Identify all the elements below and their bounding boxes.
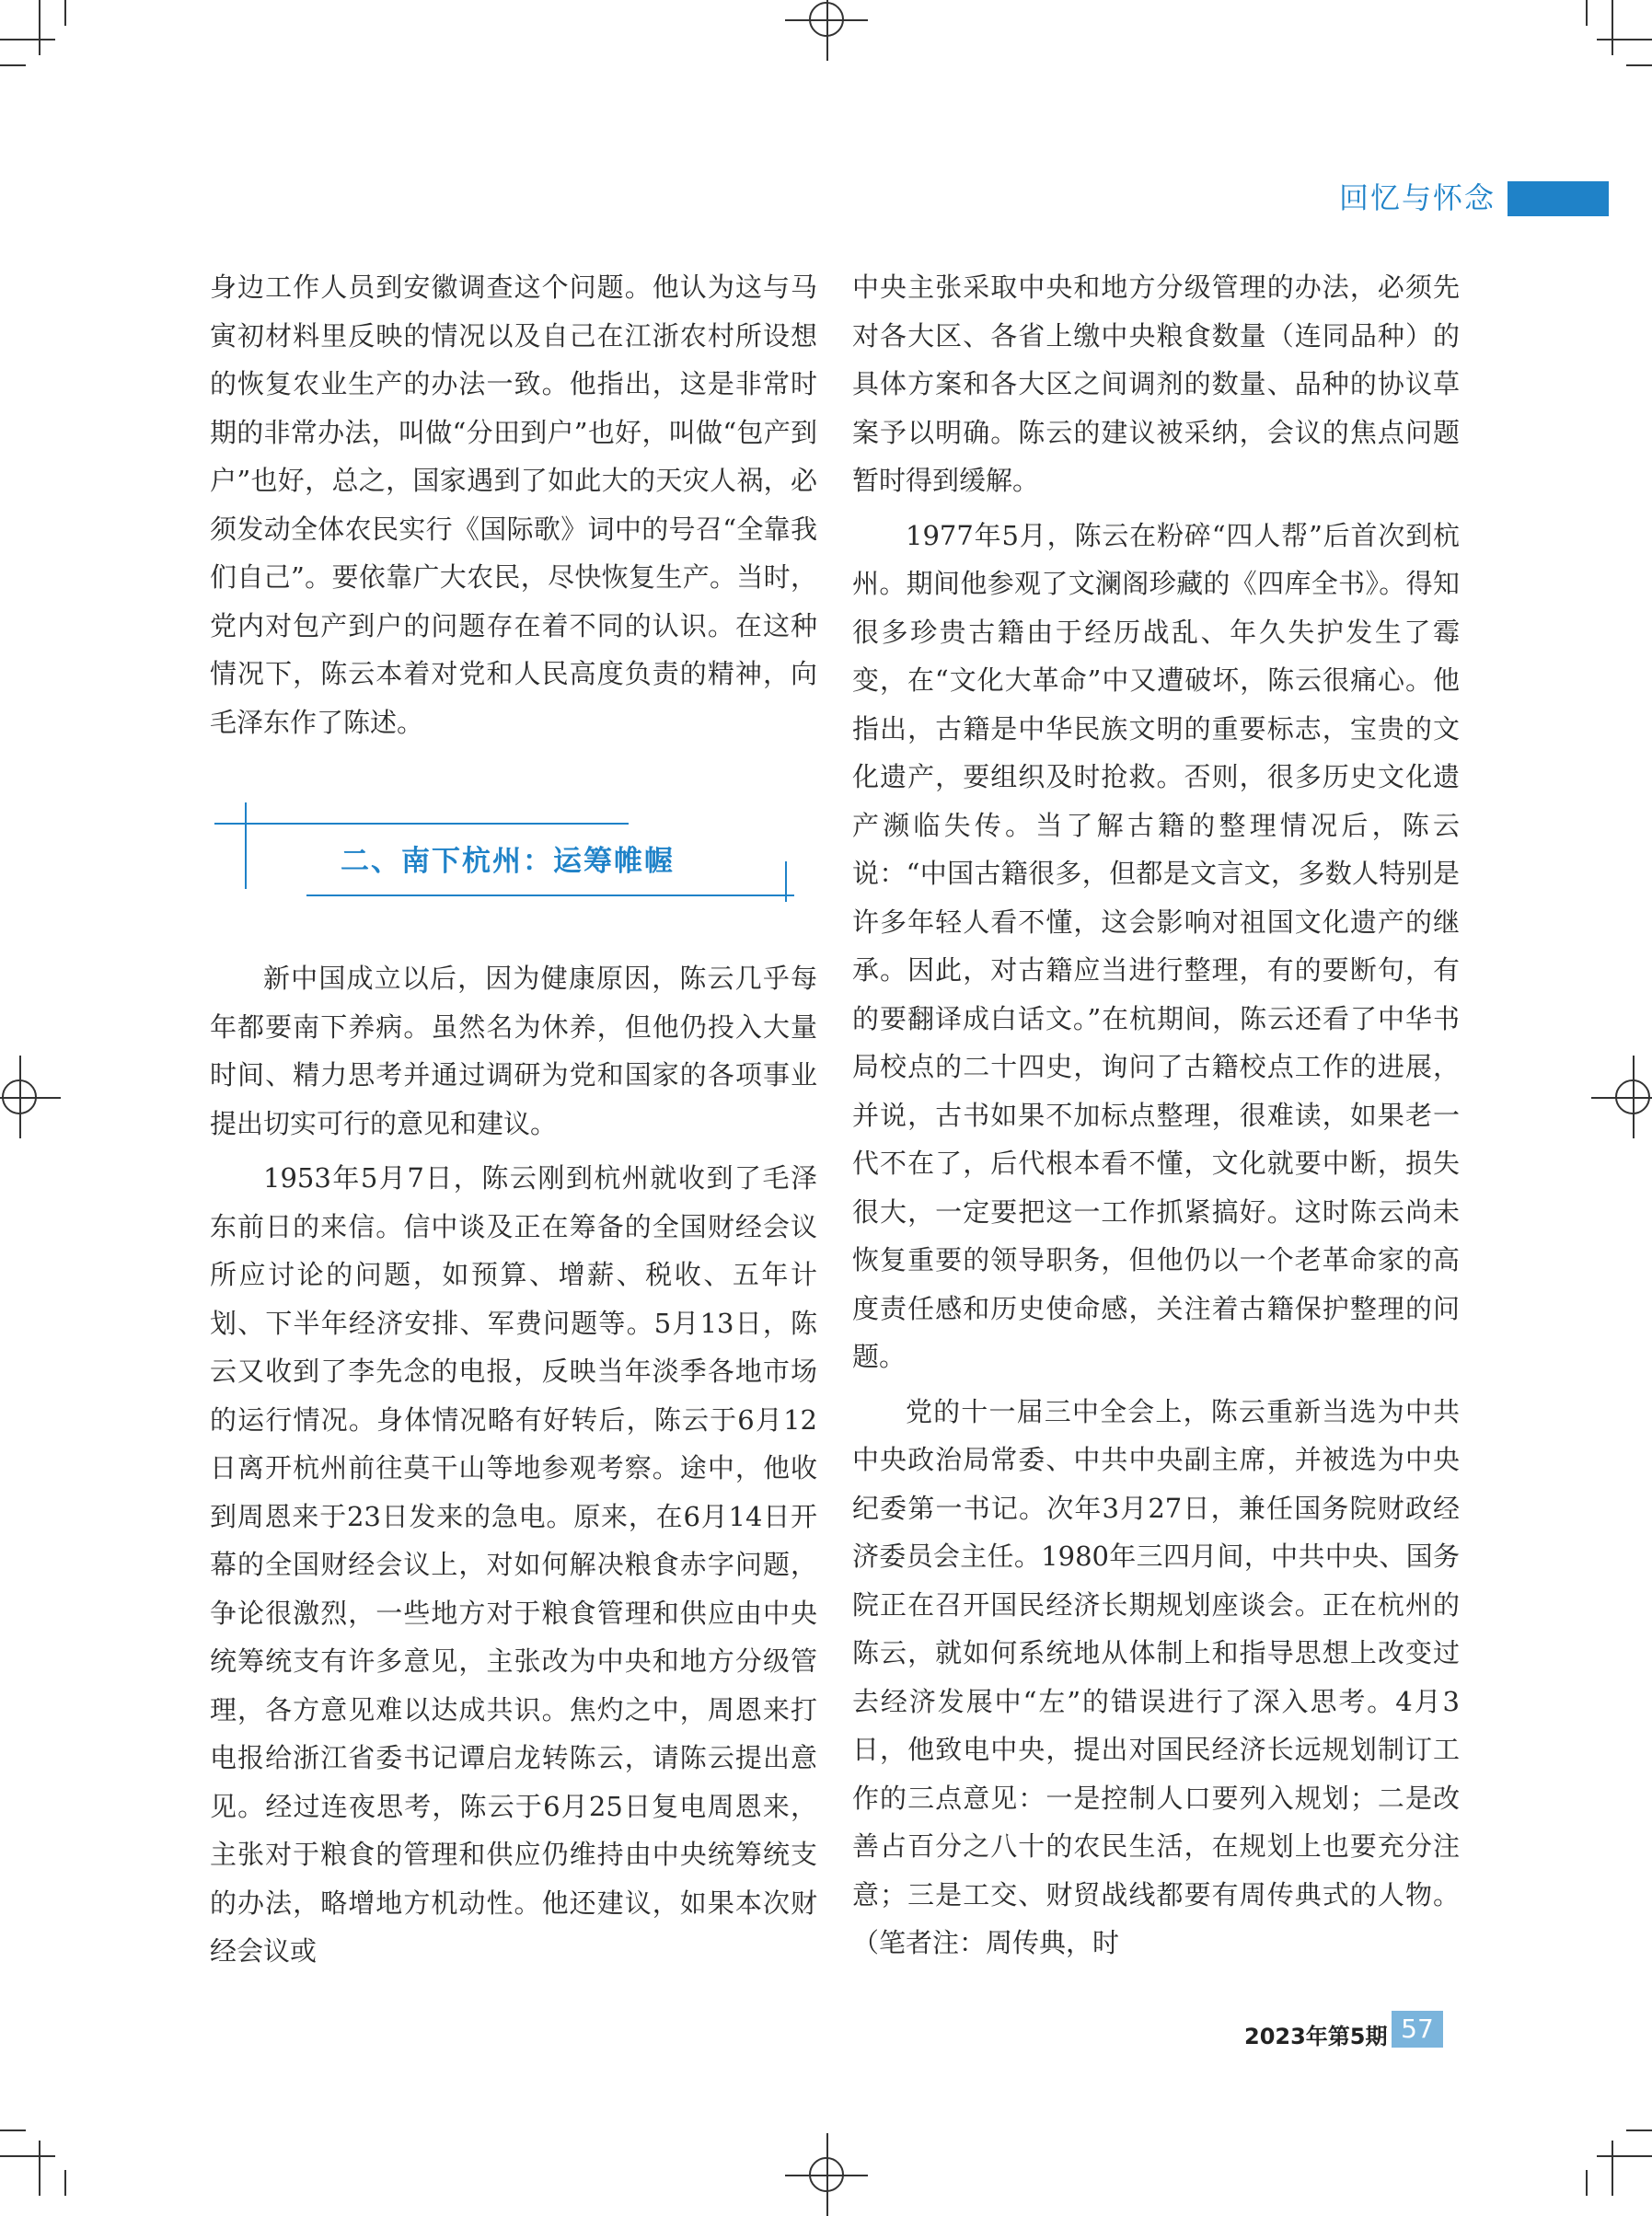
- heading-rule: [785, 861, 787, 902]
- section-name: 回忆与怀念: [1339, 180, 1496, 215]
- crop-mark: [64, 2170, 66, 2196]
- crop-mark: [1586, 2170, 1588, 2196]
- heading-rule: [214, 823, 629, 825]
- registration-mark-right: [1615, 1079, 1650, 1114]
- crop-mark: [1626, 64, 1652, 66]
- page-number: 57: [1392, 2011, 1443, 2048]
- crop-mark: [39, 2141, 40, 2196]
- paragraph: 1953年5月7日，陈云刚到杭州就收到了毛泽东前日的来信。信中谈及正在筹备的全国财经会议所应讨论的问题，如预算、增薪、税收、五年计划、下半年经济安排、军费问题等。5月13日，陈云又收到了李先念的电报，反映当年淡季各地市场的运行情况。身体情况略有好转后，陈云于6月12日离开杭州前往莫干山等地参观考察。途中，他收到周恩来于23日发来的急电。原来，在6月14日开幕的全国财经会议上，对如何解决粮食赤字问题，争论很激烈，一些地方对于粮食管理和供应由中央统筹统支有许多意见，主张改为中央和地方分级管理，各方意见难以达成共识。焦灼之中，周恩来打电报给浙江省委书记谭启龙转陈云，请陈云提出意见。经过连夜思考，陈云于6月25日复电周恩来，主张对于粮食的管理和供应仍维持由中央统筹统支的办法，略增地方机动性。他还建议，如果本次财经会议或: [210, 1162, 817, 1967]
- crop-mark: [64, 0, 66, 26]
- registration-mark-left: [2, 1079, 37, 1114]
- crop-mark: [1612, 2141, 1613, 2196]
- heading-rule: [306, 894, 794, 896]
- crop-mark: [0, 2155, 55, 2157]
- left-column: [210, 263, 817, 1976]
- right-column: [852, 263, 1460, 1968]
- crop-mark: [1612, 0, 1613, 55]
- registration-mark-top: [809, 2, 844, 37]
- paragraph: 身边工作人员到安徽调查这个问题。他认为这与马寅初材料里反映的情况以及自己在江浙农村所设想的恢复农业生产的办法一致。他指出，这是非常时期的非常办法，叫做“分田到户”也好，叫做“包产到户”也好，总之，国家遇到了如此大的天灾人祸，必须发动全体农民实行《国际歌》词中的号召“全靠我们自己”。要依靠广大农民，尽快恢复生产。当时，党内对包产到户的问题存在着不同的认识。在这种情况下，陈云本着对党和人民高度负责的精神，向毛泽东作了陈述。: [210, 271, 817, 738]
- section-color-bar: [1508, 181, 1609, 216]
- crop-mark: [1626, 2129, 1652, 2131]
- crop-mark: [1597, 2155, 1652, 2157]
- issue-label: 2023年第5期: [1244, 2024, 1388, 2049]
- crop-mark: [0, 64, 26, 66]
- paragraph: 1977年5月，陈云在粉碎“四人帮”后首次到杭州。期间他参观了文澜阁珍藏的《四库全书》。得知很多珍贵古籍由于经历战乱、年久失护发生了霉变，在“文化大革命”中又遭破坏，陈云很痛心。他指出，古籍是中华民族文明的重要标志，宝贵的文化遗产，要组织及时抢救。否则，很多历史文化遗产濒临失传。当了解古籍的整理情况后，陈云说：“中国古籍很多，但都是文言文，多数人特别是许多年轻人看不懂，这会影响对祖国文化遗产的继承。因此，对古籍应当进行整理，有的要断句，有的要翻译成白话文。”在杭期间，陈云还看了中华书局校点的二十四史，询问了古籍校点工作的进展，并说，古书如果不加标点整理，很难读，如果老一代不在了，后代根本看不懂，文化就要中断，损失很大，一定要把这一工作抓紧搞好。这时陈云尚未恢复重要的领导职务，但他仍以一个老革命家的高度责任感和历史使命感，关注着古籍保护整理的问题。: [852, 519, 1460, 1372]
- paragraph: 中央主张采取中央和地方分级管理的办法，必须先对各大区、各省上缴中央粮食数量（连同品种）的具体方案和各大区之间调剂的数量、品种的协议草案予以明确。陈云的建议被采纳，会议的焦点问题暂时得到缓解。: [852, 271, 1460, 496]
- paragraph: 新中国成立以后，因为健康原因，陈云几乎每年都要南下养病。虽然名为休养，但他仍投入大量时间、精力思考并通过调研为党和国家的各项事业提出切实可行的意见和建议。: [210, 963, 817, 1139]
- section-heading-text: 二、南下杭州：运筹帷幄: [341, 845, 675, 878]
- crop-mark: [0, 39, 55, 40]
- section-heading: [210, 802, 799, 900]
- heading-rule: [245, 802, 247, 889]
- crop-mark: [1597, 39, 1652, 40]
- paragraph: 党的十一届三中全会上，陈云重新当选为中共中央政治局常委、中共中央副主席，并被选为中央纪委第一书记。次年3月27日，兼任国务院财政经济委员会主任。1980年三四月间，中共中央、国务院正在召开国民经济长期规划座谈会。正在杭州的陈云，就如何系统地从体制上和指导思想上改变过去经济发展中“左”的错误进行了深入思考。4月3日，他致电中央，提出对国民经济长远规划制订工作的三点意见：一是控制人口要列入规划；二是改善占百分之八十的农民生活，在规划上也要充分注意；三是工交、财贸战线都要有周传典式的人物。（笔者注：周传典，时: [852, 1395, 1460, 1958]
- registration-mark-bottom: [809, 2157, 844, 2192]
- crop-mark: [1586, 0, 1588, 26]
- crop-mark: [39, 0, 40, 55]
- crop-mark: [0, 2129, 26, 2131]
